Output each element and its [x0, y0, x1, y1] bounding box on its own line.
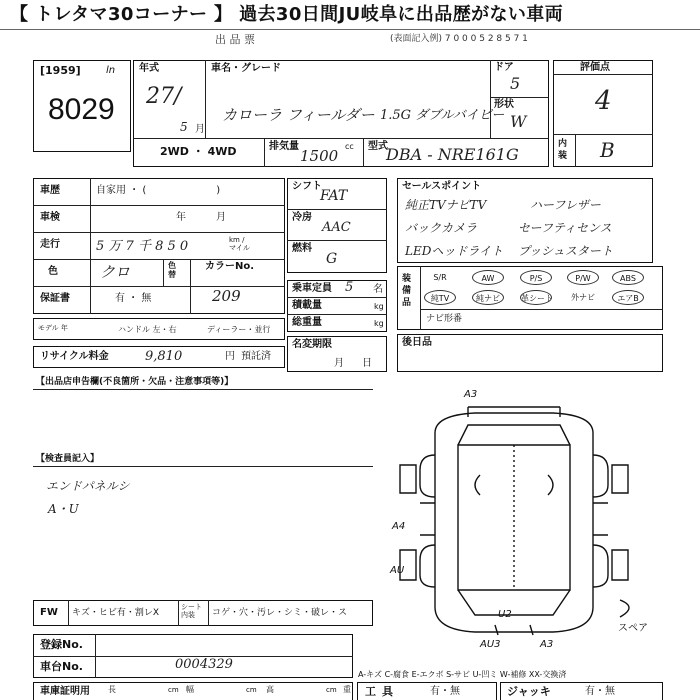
divider — [264, 138, 265, 167]
divider — [178, 600, 179, 626]
divider — [33, 389, 373, 390]
jack-label: ジャッキ — [507, 685, 551, 698]
damage-legend: A-キズ C-腐食 E-エクボ S-サビ U-凹ミ W-補修 XX-交換済 — [358, 670, 567, 679]
jack-options: 有・無 — [585, 686, 615, 697]
cert-cm2: cm — [246, 686, 257, 694]
equip-ext-navi: 外ナビ — [571, 293, 595, 302]
displacement-value: 1500 — [300, 147, 339, 165]
ac-label: 冷房 — [292, 212, 312, 223]
equip-ps: P/S — [520, 270, 552, 285]
warranty-label: 保証書 — [40, 293, 70, 304]
cert-cm1: cm — [168, 686, 179, 694]
sales-points-label: セールスポイント — [402, 181, 482, 192]
mileage-label: 走行 — [40, 239, 60, 250]
name-change-unit: 月日 — [334, 358, 390, 369]
doors-label: ドア — [494, 62, 514, 73]
handle-label: ハンドル 左・右 — [118, 325, 177, 334]
divider — [68, 600, 69, 626]
car-grade: 1.5G ダブルバイビー — [380, 108, 505, 123]
after-market-label: 後日品 — [402, 337, 432, 348]
score-label: 評価点 — [580, 62, 610, 73]
shape-label: 形状 — [494, 99, 514, 110]
fw-label: FW — [40, 607, 58, 618]
capacity-label: 乗車定員 — [292, 283, 332, 294]
mark-a3-front: A3 — [540, 639, 554, 650]
lot-box — [33, 60, 131, 152]
divider — [33, 232, 285, 233]
spare-mark — [620, 600, 629, 617]
month-value: 5 — [180, 120, 188, 134]
month-unit: 月 — [195, 124, 205, 135]
sales-point-3: バックカメラ — [405, 221, 478, 235]
divider — [420, 266, 421, 330]
divider — [95, 634, 96, 678]
cert-weight: 重 — [343, 685, 351, 694]
registration-label: 登録No. — [40, 638, 83, 651]
seat-label: シート内装 — [181, 603, 202, 619]
doors-value: 5 — [510, 74, 521, 93]
inspection-value: 年 月 — [176, 212, 226, 223]
model-value: DBA - NRE161G — [386, 145, 519, 164]
right-front-wheel-arch — [593, 545, 608, 587]
displacement-label: 排気量 — [269, 141, 299, 152]
inspector-label: 【検査員記入】 — [36, 454, 100, 464]
load-label: 積載量 — [292, 300, 322, 311]
weight-label: 総重量 — [292, 317, 322, 328]
left-rear-wheel — [400, 465, 416, 493]
weight-unit: kg — [374, 319, 384, 328]
fw-items: キズ・ヒビ有・割レX — [72, 608, 159, 618]
notice-label: 【出品店申告欄(不良箇所・欠品・注意事項等)】 — [36, 377, 234, 387]
mileage-unit: km / マイル — [229, 236, 250, 252]
score-value: 4 — [595, 86, 612, 116]
divider — [287, 297, 387, 298]
car-diagram — [380, 385, 670, 655]
tools-label: 工具 — [365, 685, 399, 698]
cert-length: 長 — [108, 685, 116, 694]
divider — [287, 209, 387, 210]
capacity-value: 5 — [345, 280, 354, 295]
sales-point-4: セーフティセンス — [518, 221, 612, 235]
left-rear-wheel-arch — [420, 455, 435, 497]
capacity-unit: 名 — [373, 284, 383, 295]
sales-point-5: LEDヘッドライト — [405, 244, 503, 258]
divider — [90, 178, 91, 314]
equip-aw: AW — [472, 270, 504, 285]
interior-label: 内装 — [558, 139, 568, 161]
mark-spare: スペア — [618, 623, 648, 634]
fuel-label: 燃料 — [292, 243, 312, 254]
divider — [33, 205, 285, 206]
equip-navi: 純ナビ — [472, 290, 504, 305]
divider — [205, 60, 206, 138]
header-number-fragment: (表面記入例) 7 0 0 0 5 2 8 5 7 1 — [390, 34, 528, 44]
sales-point-2: ハーフレザー — [530, 198, 601, 212]
divider — [490, 60, 491, 138]
equip-sr: S/R — [433, 273, 447, 282]
right-front-wheel — [612, 550, 628, 580]
name-change-label: 名変期限 — [292, 339, 332, 350]
divider — [553, 134, 653, 135]
car-name-label: 車名・グレード — [211, 63, 281, 74]
color-label: 色 — [48, 266, 58, 277]
interior-value: B — [600, 138, 615, 162]
right-rear-wheel-arch — [593, 455, 608, 497]
displacement-unit: cc — [345, 142, 354, 151]
mark-a4-left: A4 — [392, 521, 406, 532]
divider — [163, 259, 164, 286]
equip-leather: 革シート — [520, 290, 552, 305]
rear-glass — [458, 425, 570, 445]
chassis-value: 0004329 — [175, 657, 233, 672]
color-no-value: 209 — [212, 287, 241, 305]
front-bumper-marks — [495, 625, 533, 635]
shift-label: シフト — [292, 181, 322, 192]
chassis-label: 車台No. — [40, 660, 83, 673]
inspector-note-2: A・U — [48, 502, 79, 516]
equip-pw: P/W — [567, 270, 599, 285]
equip-abs: ABS — [612, 270, 644, 285]
recycle-status: 預託済 — [241, 351, 271, 362]
warranty-value: 有 ・ 無 — [115, 293, 152, 304]
mark-au3-front: AU3 — [480, 639, 501, 650]
divider — [287, 240, 387, 241]
drive-label: 2WD ・ 4WD — [160, 145, 237, 158]
mark-au-left: AU — [390, 565, 405, 576]
equip-tv: 純TV — [424, 290, 456, 305]
year-label: 年式 — [139, 63, 159, 74]
lot-number: 8029 — [48, 93, 115, 126]
model-label: 型式 — [368, 141, 388, 152]
divider — [490, 97, 549, 98]
divider — [133, 138, 549, 139]
lot-code: [1959] — [40, 64, 81, 77]
history-value: 自家用 ・ ( ) — [96, 185, 221, 196]
color-value: クロ — [100, 263, 131, 281]
divider — [33, 259, 285, 260]
sales-point-1: 純正TVナビTV — [405, 198, 487, 212]
recycle-unit: 円 — [225, 351, 235, 362]
fuel-value: G — [326, 251, 338, 267]
left-front-wheel-arch — [420, 545, 435, 587]
divider — [33, 286, 285, 287]
right-rear-wheel — [612, 465, 628, 493]
banner: 【 トレタマ30コーナー 】 過去30日間JU岐阜に出品歴がない車両 — [0, 0, 700, 30]
ac-value: AAC — [322, 220, 351, 235]
divider — [287, 314, 387, 315]
equip-airbag: エアB — [612, 290, 644, 305]
recycle-label: リサイクル料金 — [40, 351, 109, 362]
cert-label: 車庫証明用 — [40, 686, 90, 697]
model-year-label: モデル 年 — [38, 324, 68, 332]
after-market-box — [397, 334, 663, 372]
inspection-label: 車検 — [40, 212, 60, 223]
lot-suffix: ln — [106, 65, 116, 76]
sales-point-6: プッシュスタート — [518, 244, 613, 258]
cert-height: 高 — [266, 685, 274, 694]
seat-items: コゲ・穴・汚レ・シミ・破レ・ス — [212, 608, 348, 618]
header-title-fragment: 出 品 票 — [215, 33, 255, 46]
nav-model-label: ナビ形番 — [426, 314, 463, 324]
shape-value: W — [510, 112, 527, 131]
recycle-value: 9,810 — [145, 349, 183, 364]
windshield — [458, 590, 570, 615]
inspector-note-1: エンドパネルシ — [46, 479, 130, 493]
mileage-value: 5 万 7 千 8 5 0 — [96, 239, 189, 254]
color-no-label: カラーNo. — [205, 261, 255, 272]
car-name: カローラ フィールダー — [222, 106, 375, 124]
divider — [208, 600, 209, 626]
mark-u2-front: U2 — [498, 609, 512, 620]
cert-width: 幅 — [186, 685, 194, 694]
divider — [553, 74, 653, 75]
dealer-label: ディーラー・並行 — [207, 325, 271, 334]
equipment-label: 装備品 — [402, 274, 412, 308]
load-unit: kg — [374, 302, 384, 311]
rear-spoiler — [468, 407, 560, 417]
cert-cm3: cm — [326, 686, 337, 694]
tools-options: 有・無 — [430, 686, 460, 697]
mark-a3-rear: A3 — [464, 389, 478, 400]
divider — [363, 138, 364, 167]
history-label: 車歴 — [40, 185, 60, 196]
divider — [420, 309, 663, 310]
year-value: 27/ — [146, 84, 182, 109]
divider — [190, 259, 191, 314]
divider — [33, 466, 373, 467]
shift-value: FAT — [320, 188, 348, 204]
divider — [575, 134, 576, 167]
color-change-label: 色替 — [168, 261, 176, 279]
